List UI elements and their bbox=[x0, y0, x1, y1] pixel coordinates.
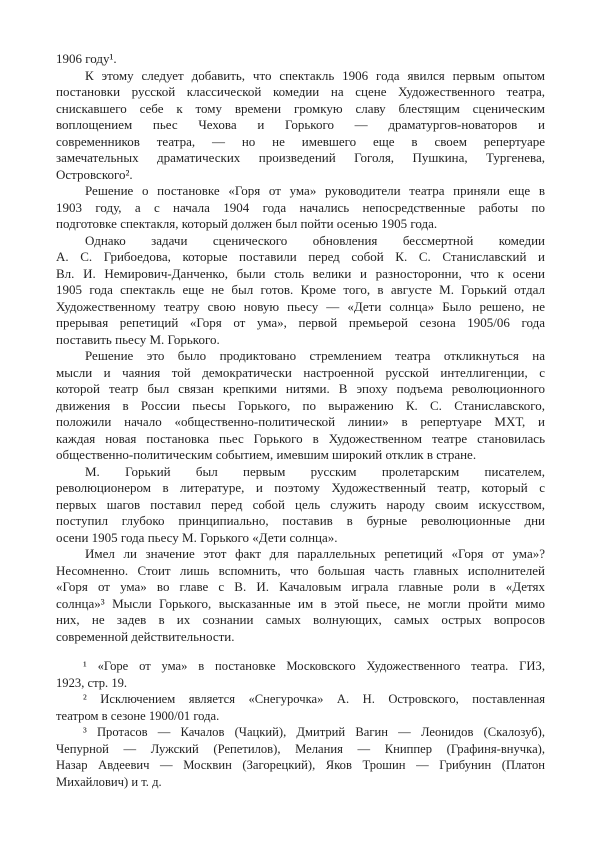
text-line: А. С. Грибоедова, которые поставили перед собой К. С. Станиславский и bbox=[56, 249, 545, 264]
footnote-line: ² Исключением является «Снегурочка» А. Н. Островского, поставленная bbox=[83, 692, 545, 706]
footnote bbox=[56, 691, 545, 724]
text-line: Однако задачи сценического обновления бессмертной комедии bbox=[85, 232, 545, 248]
footnote-line: ¹ «Горе от ума» в постановке Московского Художественного театра. ГИЗ, bbox=[83, 659, 545, 673]
text-line: движения в России пьесы Горького, по выражению К. С. Станиславского, bbox=[56, 397, 545, 413]
text-line: каждая новая постановка пьес Горького в Художественном театре становилась bbox=[56, 430, 545, 446]
text-line: «Горя от ума» во главе с В. И. Качаловым играла главные роли в «Детях bbox=[56, 579, 545, 594]
footnote bbox=[56, 724, 545, 790]
text-line: Островского². bbox=[56, 166, 133, 182]
main-text-block bbox=[56, 51, 545, 645]
text-line: снискавшего себе к тому времени громкую славу блестящим сценическим bbox=[56, 100, 545, 116]
text-line: современников театра, — но не имевшего еще в своем репертуаре bbox=[56, 133, 545, 149]
text-line: Решение это было продиктовано стремлением театра откликнуться на bbox=[85, 348, 545, 363]
paragraph bbox=[56, 546, 545, 645]
footnote-line: Чепурной — Лужский (Репетилов), Мелания — Книппер (Графиня-внучка), bbox=[56, 741, 545, 756]
text-line: М. Горький был первым русским пролетарским писателем, bbox=[85, 463, 545, 479]
text-line: 1905 года спектакль еще не был готов. Кроме того, в августе М. Горький отдал bbox=[56, 282, 545, 297]
footnote-line: Назар Авдеевич — Москвин (Загорецкий), Яков Трошин — Грибунин (Платон bbox=[56, 758, 545, 772]
text-line: мысли и чаяния той демократически настроенной русской интеллигенции, с bbox=[56, 364, 545, 380]
text-line: солнца»³ Мысли Горького, высказанные им в этой пьесе, не могли пройти мимо bbox=[56, 595, 545, 611]
paragraph bbox=[56, 51, 545, 68]
paragraph bbox=[56, 348, 545, 464]
text-line: общественно-политическим событием, имевшим широкий отклик в стране. bbox=[56, 447, 477, 462]
text-line: современной действительности. bbox=[56, 628, 235, 644]
text-line: замечательных драматических произведений Гоголя, Пушкина, Тургенева, bbox=[56, 150, 545, 165]
text-line: 1903 году, а с начала 1904 года начались непосредственные работы по bbox=[56, 199, 545, 215]
paragraph bbox=[56, 464, 545, 547]
text-line: революционером в литературе, и поэтому Художественный театр, который с bbox=[56, 480, 545, 495]
text-line: них, не задев в их сознании самых волнующих, самых острых вопросов bbox=[56, 612, 545, 627]
text-line: положили начало «общественно-политической линии» в репертуаре МХТ, и bbox=[56, 414, 545, 429]
text-line: прерывая репетиций «Горя от ума», первой премьерой сезона 1905/06 года bbox=[56, 315, 545, 330]
text-line: Имел ли значение этот факт для параллельных репетиций «Горя от ума»? bbox=[85, 546, 545, 561]
footnote bbox=[56, 658, 545, 691]
text-line: Решение о постановке «Горя от ума» руководители театра приняли еще в bbox=[85, 183, 545, 198]
text-line: первых шагов поставил перед собой цель служить народу своим искусством, bbox=[56, 496, 545, 512]
text-line: подготовке спектакля, который должен был пойти осенью 1905 года. bbox=[56, 216, 438, 231]
text-line: К этому следует добавить, что спектакль 1906 года явился первым опытом bbox=[85, 67, 545, 83]
text-line: Несомненно. Стоит лишь вспомнить, что большая часть главных исполнителей bbox=[56, 562, 545, 578]
paragraph bbox=[56, 233, 545, 349]
footnote-line: 1923, стр. 19. bbox=[56, 675, 128, 690]
text-line: Вл. И. Немирович-Данченко, были столь велики и разносторонни, что к осени bbox=[56, 265, 545, 281]
text-line: осени 1905 года пьесу М. Горького «Дети солнца». bbox=[56, 529, 338, 545]
footnote-line: ³ Протасов — Качалов (Чацкий), Дмитрий Вагин — Леонидов (Скалозуб), bbox=[83, 725, 545, 739]
paragraph bbox=[56, 68, 545, 184]
text-line: воплощением пьес Чехова и Горького — драматургов-новаторов и bbox=[56, 117, 545, 132]
text-line: 1906 году¹. bbox=[56, 51, 117, 66]
text-line: поставить пьесу М. Горького. bbox=[56, 331, 220, 347]
footnotes-block bbox=[56, 658, 545, 790]
text-line: Художественному театру свою новую пьесу — «Дети солнца» Было решено, не bbox=[56, 298, 545, 314]
text-line: постановки русской классической комедии на сцене Художественного театра, bbox=[56, 84, 545, 99]
footnote-line: театром в сезоне 1900/01 года. bbox=[56, 708, 220, 723]
paragraph bbox=[56, 183, 545, 233]
footnote-line: Михайлович) и т. д. bbox=[56, 774, 162, 789]
text-line: поступил глубоко принципиально, поставив в бурные революционные дни bbox=[56, 513, 545, 528]
text-line: которой театр был связан крепкими нитями. В эпоху подъема революционного bbox=[56, 381, 545, 396]
